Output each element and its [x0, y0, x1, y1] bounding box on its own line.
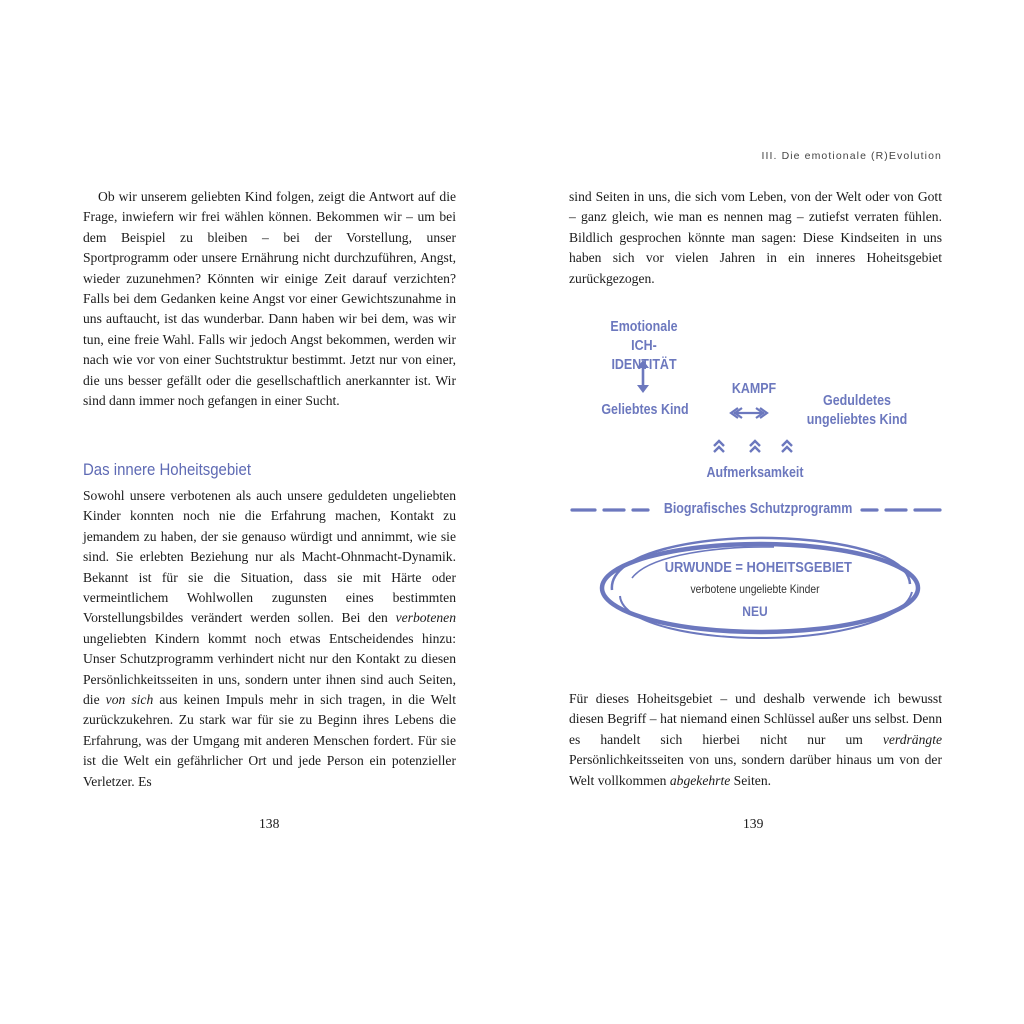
- section-heading: Das innere Hoheitsgebiet: [83, 460, 251, 479]
- text-run: Für dieses Hoheitsgebiet – und deshalb verwende ich bewusst diesen Begriff – hat niemand einen Schlüssel außer uns selbst. Denn es handelt sich hierbei nicht nur um: [569, 691, 942, 747]
- text-run: Sowohl unsere verbotenen als auch unsere geduldeten ungeliebten Kinder konnten noch nie die Erfahrung machen, Kontakt zu jemandem zu haben, der sie genauso würdigt und annimmt, wie sie sind. Sie erlebten Beziehung nur als Macht-Ohnmacht-Dynamik. Bekannt ist für sie die Situation, dass sie mit Härte oder vermeintlichem Wohlwollen zugunsten eines bestimmten Vorstellungsbildes verändert werden sollen. Bei den: [83, 488, 456, 626]
- beloved-child-label: Geliebtes Kind: [601, 402, 689, 418]
- attention-label: Aufmerksamkeit: [706, 465, 804, 481]
- body-text-left-bottom: [83, 486, 456, 792]
- core-wound-title: URWUNDE = HOHEITSGEBIET: [664, 559, 852, 576]
- emphasis: von sich: [105, 692, 154, 708]
- body-text-left-top: [83, 187, 456, 411]
- paragraph: sind Seiten in uns, die sich vom Leben, von der Welt oder von Gott – ganz gleich, wie man es nennen mag – zutiefst verraten fühlen. Bildlich gesprochen könnte man sagen: Diese Kindseiten in uns haben sich vor vielen Jahren in ein inneres Hoheitsgebiet zurückgezogen.: [569, 189, 942, 286]
- fight-label: KAMPF: [731, 381, 777, 397]
- page-number: 139: [743, 816, 764, 831]
- protection-program-label: Biografisches Schutzprogramm: [663, 501, 853, 517]
- horizontal-double-arrow-icon: [731, 408, 767, 418]
- paragraph: Ob wir unserem geliebten Kind folgen, zeigt die Antwort auf die Frage, inwiefern wir frei wählen können. Bekommen wir – um bei dem Beispiel zu bleiben – bei der Vorstellung, unser Sportprogramm oder unsere Ernährung nicht durchzuführen, Angst, wieder zuzunehmen? Könnten wir einige Zeit darauf verzichten? Falls bei dem Gedanken keine Angst vor einer Gewichtszunahme in uns auftaucht, ist das wunderbar. Dann haben wir bei dem, was wir tun, eine freie Wahl. Falls wir jedoch Angst bekommen, werden wir nach wie vor von einer Suchtstruktur bestimmt. Jetzt nur von einer, die uns besser gefällt oder die gesellschaftlich anerkannter ist. Wir sind dann immer noch gefangen in einer Sucht.: [83, 189, 456, 409]
- text-run: aus keinen Impuls mehr in sich tragen, in die Welt zurückzukehren. Zu stark war für sie zu Beginn ihres Lebens die Erfahrung, was der Umgang mit anderen Menschen fordert. Für sie ist die Welt ein gefährlicher Ort und jede Person ein potenzieller Verletzer. Es: [83, 692, 456, 789]
- running-head: III. Die emotionale (R)Evolution: [761, 150, 942, 162]
- emphasis: verbotenen: [395, 610, 456, 626]
- text-run: ungeliebten Kindern kommt noch etwas Entscheidendes hinzu: Unser Schutzprogramm verhindert nicht nur den Kontakt zu diesen Persönlichkeitsseiten in uns, sondern unter ihnen sind auch Seiten, die: [83, 630, 456, 708]
- right-page: [512, 0, 1024, 1024]
- emphasis: abgekehrte: [669, 772, 731, 788]
- core-wound-subtitle: verbotene ungeliebte Kinder: [690, 582, 820, 596]
- paragraph: [569, 689, 942, 791]
- tolerated-child-label: Geduldetes ungeliebtes Kind: [806, 393, 908, 428]
- body-text-right-bottom: [569, 689, 942, 791]
- text-run: Seiten.: [730, 772, 772, 788]
- chevrons-up-icon: [714, 441, 792, 452]
- text-run: Persönlichkeitsseiten von uns, sondern darüber hinaus um von der Welt vollkommen: [569, 752, 942, 788]
- body-text-right-top: [569, 187, 942, 289]
- page-number: 138: [259, 816, 280, 831]
- paragraph: [83, 486, 456, 792]
- core-wound-new-label: NEU: [742, 603, 768, 619]
- emotional-identity-label: Emotionale ICH-IDENTITÄT: [610, 319, 678, 373]
- identity-diagram: [512, 300, 1024, 650]
- emphasis: verdrängte: [882, 731, 942, 747]
